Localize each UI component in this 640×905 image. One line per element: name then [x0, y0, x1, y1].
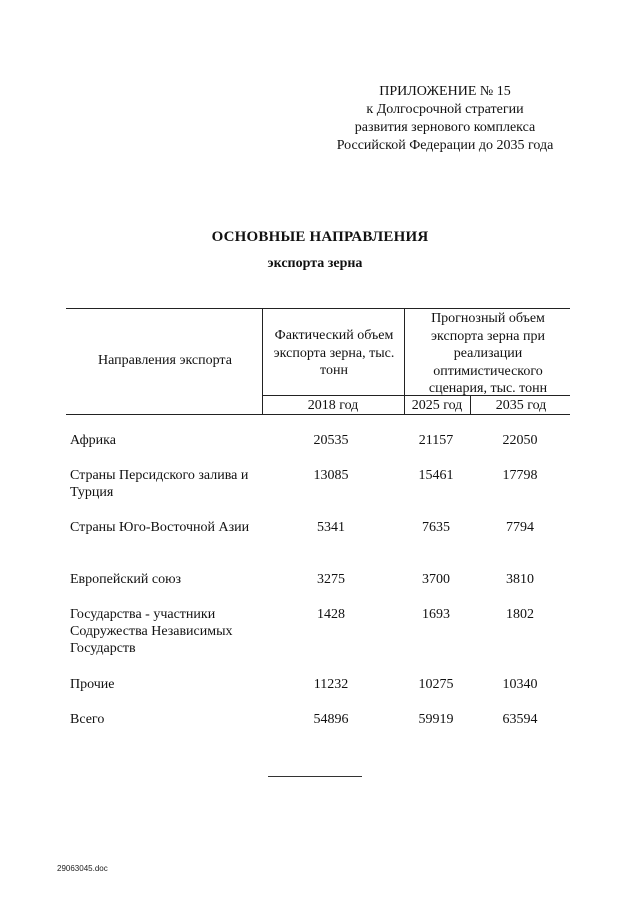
value-2018: 54896 — [313, 712, 349, 727]
header-actual-volume: Фактический объем экспорта зерна, тыс. тонн — [273, 328, 395, 378]
value-2035: 22050 — [502, 433, 538, 448]
value-2035: 63594 — [502, 712, 538, 727]
row-label: Страны Персидского залива и Турция — [70, 468, 249, 500]
value-2018: 3275 — [317, 572, 345, 587]
document-subtitle: экспорта зерна — [267, 256, 363, 271]
value-2035: 17798 — [502, 468, 538, 483]
header-year-2035: 2035 год — [495, 398, 547, 413]
column-divider — [262, 308, 263, 415]
value-2035: 3810 — [506, 572, 534, 587]
value-2025: 7635 — [422, 520, 450, 535]
row-label: Африка — [70, 433, 116, 448]
value-2035: 7794 — [506, 520, 534, 535]
value-2025: 3700 — [422, 572, 450, 587]
value-2018: 11232 — [313, 677, 349, 692]
closing-rule — [268, 776, 362, 777]
appendix-number: ПРИЛОЖЕНИЕ № 15 — [379, 84, 511, 99]
value-2035: 1802 — [506, 607, 534, 622]
document-filename: 29063045.doc — [57, 864, 108, 873]
column-divider — [470, 395, 471, 415]
value-2018: 1428 — [317, 607, 345, 622]
header-forecast-volume: Прогнозный объем экспорта зерна при реализации оптимистического сценария, тыс. тонн — [428, 311, 548, 396]
row-label: Страны Юго-Восточной Азии — [70, 520, 250, 535]
row-label: Прочие — [70, 677, 115, 692]
value-2025: 15461 — [418, 468, 454, 483]
value-2025: 10275 — [418, 677, 454, 692]
value-2025: 1693 — [422, 607, 450, 622]
value-2035: 10340 — [502, 677, 538, 692]
header-year-2025: 2025 год — [411, 398, 463, 413]
value-2025: 59919 — [418, 712, 454, 727]
appendix-header — [300, 83, 590, 155]
value-2025: 21157 — [418, 433, 454, 448]
appendix-line-federation: Российской Федерации до 2035 года — [336, 138, 554, 153]
document-title: ОСНОВНЫЕ НАПРАВЛЕНИЯ — [211, 229, 429, 245]
row-label: Всего — [70, 712, 105, 727]
header-year-2018: 2018 год — [307, 398, 359, 413]
row-label: Государства - участники Содружества Независимых Государств — [70, 607, 233, 656]
row-label: Европейский союз — [70, 572, 182, 587]
appendix-line-complex: развития зернового комплекса — [354, 120, 536, 135]
value-2018: 5341 — [317, 520, 345, 535]
appendix-line-strategy: к Долгосрочной стратегии — [366, 102, 524, 117]
header-direction: Направления экспорта — [98, 353, 232, 368]
value-2018: 20535 — [313, 433, 349, 448]
value-2018: 13085 — [313, 468, 349, 483]
table-top-rule — [66, 308, 570, 309]
